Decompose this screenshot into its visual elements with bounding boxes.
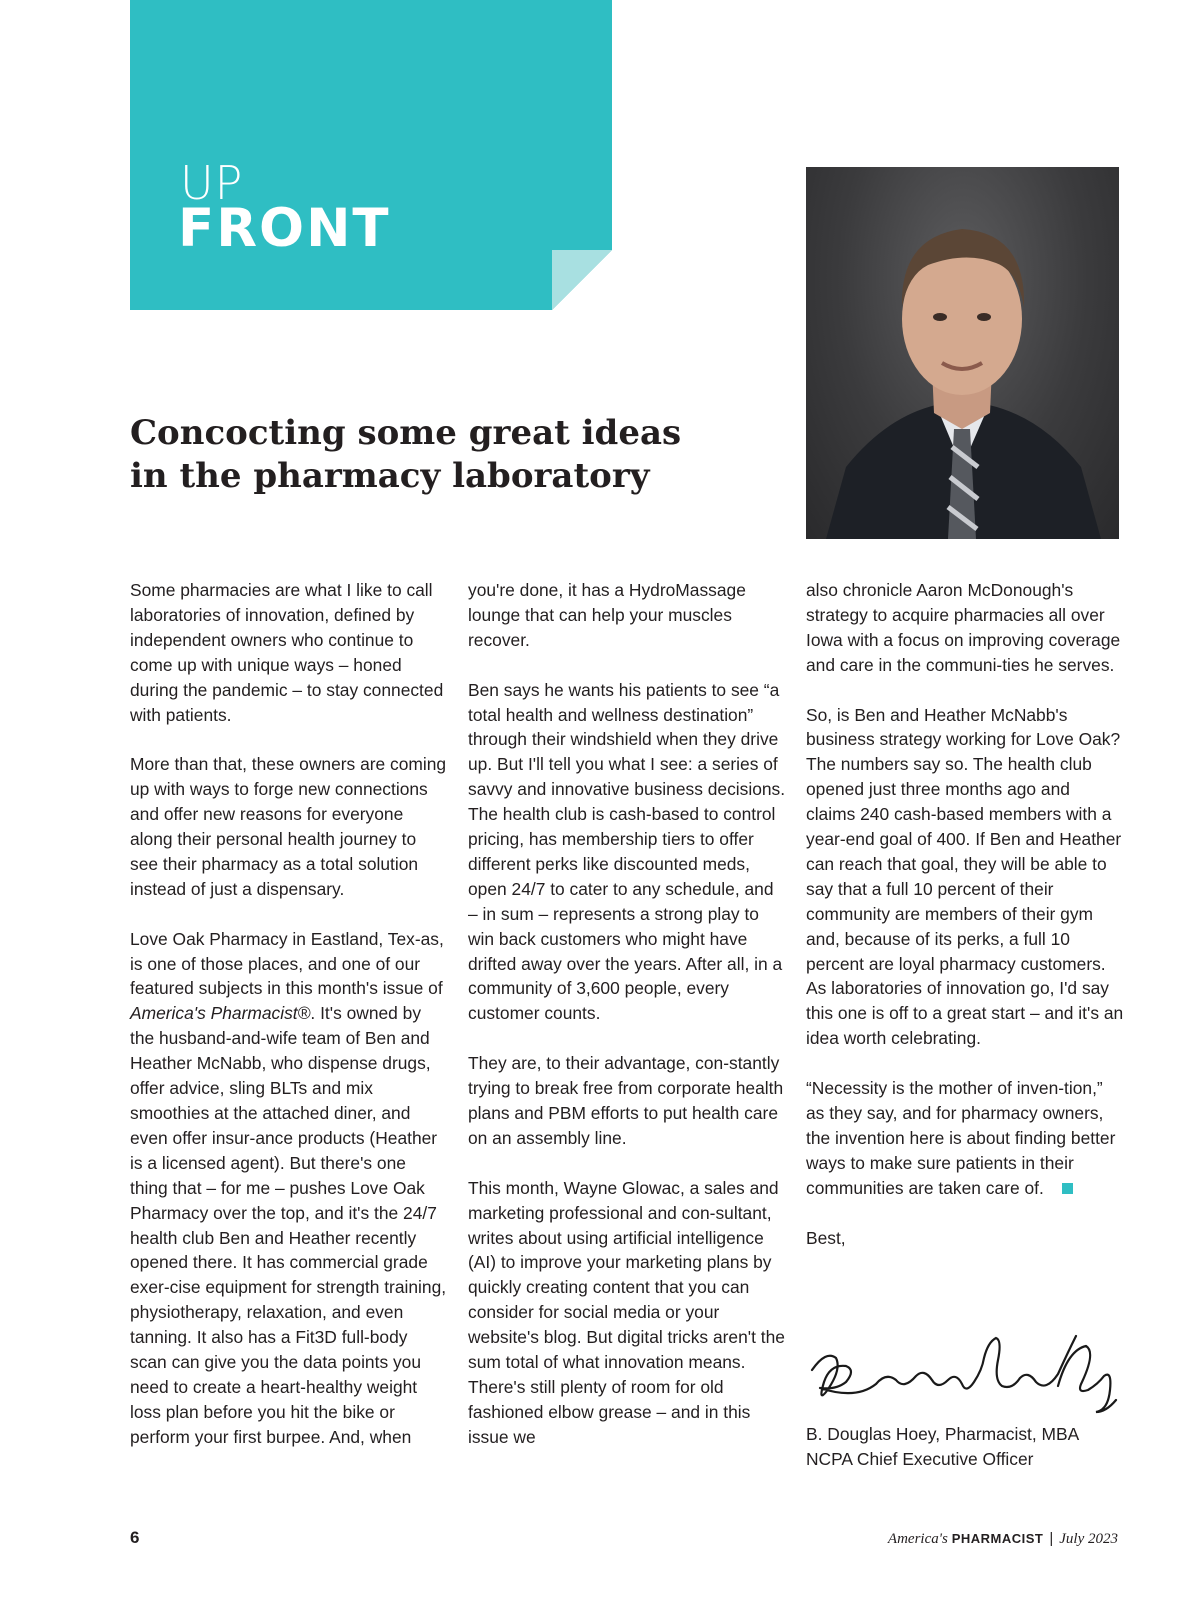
footer-magazine-name-italic: America's bbox=[887, 1531, 948, 1547]
footer-issue-date: July 2023 bbox=[1059, 1531, 1118, 1547]
page-number: 6 bbox=[130, 1528, 140, 1547]
paragraph: Ben says he wants his patients to see “a total health and wellness destination” through their windshield when they drive up. But I'll tell you what I see: a series of savvy and innovative business decisions. The health club is cash-based to control pricing, has membership tiers to offer different perks like discounted meds, open 24/7 to cater to any schedule, and – in sum – represents a strong play to win back customers who might have drifted away over the years. After all, in a community of 3,600 people, every customer counts. bbox=[468, 679, 786, 1024]
article-headline: Concocting some great ideas in the pharmacy laboratory bbox=[130, 413, 682, 496]
article-column-1 bbox=[130, 578, 448, 1475]
section-banner bbox=[130, 0, 612, 310]
closing-salutation: Best, bbox=[806, 1227, 846, 1248]
paragraph: also chronicle Aaron McDonough's strategy to acquire pharmacies all over Iowa with a focus on improving coverage and care in the communi-ties he serves. bbox=[806, 580, 1121, 675]
section-label-front: FRONT bbox=[178, 198, 391, 259]
paragraph bbox=[806, 1076, 1124, 1201]
author-headshot-photo bbox=[806, 167, 1119, 539]
paragraph-text: “Necessity is the mother of inven-tion,” as they say, and for pharmacy owners, the invention here is about finding better ways to make sure patients in their communities are taken care of. bbox=[806, 1078, 1116, 1198]
signature-name: B. Douglas Hoey, Pharmacist, MBA bbox=[806, 1424, 1080, 1444]
paragraph: They are, to their advantage, con-stantly trying to break free from corporate health plans and PBM efforts to put health care on an assembly line. bbox=[468, 1053, 784, 1148]
portrait-illustration bbox=[806, 167, 1119, 539]
paragraph: More than that, these owners are coming up with ways to forge new connections and offer new reasons for everyone along their personal health journey to see their pharmacy as a total solution instead of just a dispensary. bbox=[130, 754, 447, 899]
signature-title: NCPA Chief Executive Officer bbox=[806, 1449, 1034, 1469]
paragraph: So, is Ben and Heather McNabb's business strategy working for Love Oak? The numbers say so. The health club opened just three months ago and claims 240 cash-based members with a year-end goal of 400. If Ben and Heather can reach that goal, they will be able to say that a full 10 percent of their community are members of their gym and, because of its perks, a full 10 percent are loyal pharmacy customers. As laboratories of innovation go, I'd say this one is off to a great start – and it's an idea worth celebrating. bbox=[806, 704, 1124, 1049]
footer-magazine-credit bbox=[888, 1530, 1118, 1548]
paragraph-text: Love Oak Pharmacy in Eastland, Tex-as, is one of those places, and one of our featured subjects in this month's issue of bbox=[130, 928, 444, 999]
paragraph: you're done, it has a HydroMassage lounge that can help your muscles recover. bbox=[468, 580, 746, 650]
section-label-up: UP bbox=[180, 156, 244, 210]
paragraph-text: . It's owned by the husband-and-wife team of Ben and Heather McNabb, who dispense drugs, offer advice, sling BLTs and mix smoothies at the attached diner, and even offer insur-ance products (Heather is a licensed agent). But there's one thing that – for me – pushes Love Oak Pharmacy over the top, and it's the 24/7 health club Ben and Heather recently opened there. It has commercial grade exer-cise equipment for strength training, physiotherapy, relaxation, and even tanning. It also has a Fit3D full-body scan can give you the data points you need to create a heart-healthy weight loss plan before you hit the bike or perform your first burpee. And, when bbox=[130, 1003, 447, 1447]
end-of-article-square-icon bbox=[1062, 1183, 1073, 1194]
footer-separator: | bbox=[1049, 1530, 1054, 1547]
paragraph: This month, Wayne Glowac, a sales and marketing professional and con-sultant, writes about using artificial intelligence (AI) to improve your marketing plans by quickly creating content that you can consider for social media or your website's blog. But digital tricks aren't the sum total of what innovation means. There's still plenty of room for old fashioned elbow grease – and in this issue we bbox=[468, 1177, 785, 1447]
handwritten-signature-image bbox=[806, 1330, 1126, 1420]
article-column-3 bbox=[806, 578, 1124, 1275]
footer-magazine-name-bold: PHARMACIST bbox=[951, 1531, 1044, 1546]
article-column-2 bbox=[468, 578, 786, 1475]
paragraph bbox=[130, 927, 448, 1450]
magazine-title-italic: America's Pharmacist® bbox=[130, 1003, 311, 1024]
paragraph: Some pharmacies are what I like to call laboratories of innovation, defined by independent owners who continue to come up with unique ways – honed during the pandemic – to stay connected with patients. bbox=[130, 580, 444, 725]
